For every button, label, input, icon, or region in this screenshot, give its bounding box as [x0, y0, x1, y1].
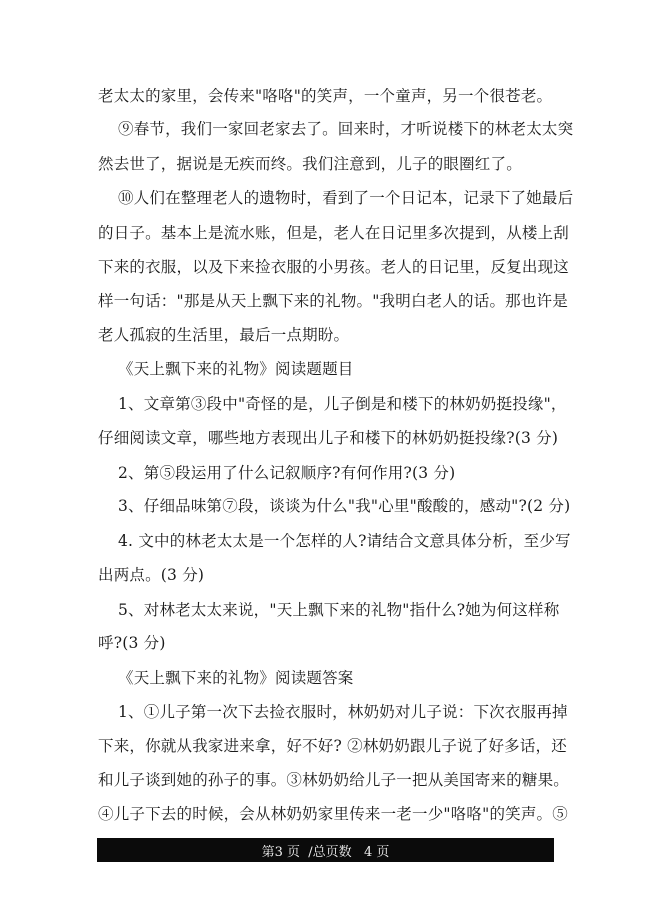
text-line: 老太太的家里，会传来"咯咯"的笑声，一个童声，另一个很苍老。 [98, 87, 553, 105]
text-line: ⑩人们在整理老人的遗物时，看到了一个日记本，记录下了她最后 [118, 189, 574, 207]
question-line: 仔细阅读文章，哪些地方表现出儿子和楼下的林奶奶挺投缘?(3 分) [98, 429, 559, 447]
answer-line: 下来，你就从我家进来拿，好不好? ②林奶奶跟儿子说了好多话，还 [98, 737, 567, 755]
answer-line: 和儿子谈到她的孙子的事。③林奶奶给儿子一把从美国寄来的糖果。 [98, 771, 570, 789]
question-line: 4. 文中的林老太太是一个怎样的人?请结合文意具体分析，至少写 [118, 532, 571, 550]
text-line: 老人孤寂的生活里，最后一点期盼。 [98, 326, 350, 344]
question-line: 3、仔细品味第⑦段，谈谈为什么"我"心里"酸酸的，感动"?(2 分) [118, 497, 571, 515]
question-line: 出两点。(3 分) [98, 566, 205, 584]
answer-line: ④儿子下去的时候，会从林奶奶家里传来一老一少"咯咯"的笑声。⑤ [98, 805, 568, 823]
section-heading: 《天上飘下来的礼物》阅读题答案 [118, 669, 354, 687]
text-line: 样一句话："那是从天上飘下来的礼物。"我明白老人的话。那也许是 [98, 292, 568, 310]
text-line: 的日子。基本上是流水账，但是，老人在日记里多次提到，从楼上刮 [98, 224, 570, 242]
question-line: 2、第⑤段运用了什么记叙顺序?有何作用?(3 分) [118, 464, 456, 482]
text-line: ⑨春节，我们一家回老家去了。回来时，才听说楼下的林老太太突 [118, 120, 574, 138]
question-line: 5、对林老太太来说，"天上飘下来的礼物"指什么?她为何这样称 [118, 601, 560, 619]
question-line: 1、文章第③段中"奇怪的是，儿子倒是和楼下的林奶奶挺投缘"， [118, 395, 567, 413]
page-footer [97, 838, 554, 862]
text-line: 然去世了，据说是无疾而终。我们注意到，儿子的眼圈红了。 [98, 155, 522, 173]
section-heading: 《天上飘下来的礼物》阅读题题目 [118, 360, 354, 378]
page-number: 第3 页 /总页数 4 页 [261, 844, 390, 860]
question-line: 呼?(3 分) [98, 634, 166, 652]
text-line: 下来的衣服，以及下来捡衣服的小男孩。老人的日记里，反复出现这 [98, 258, 570, 276]
answer-line: 1、①儿子第一次下去捡衣服时，林奶奶对儿子说：下次衣服再掉 [118, 703, 568, 721]
